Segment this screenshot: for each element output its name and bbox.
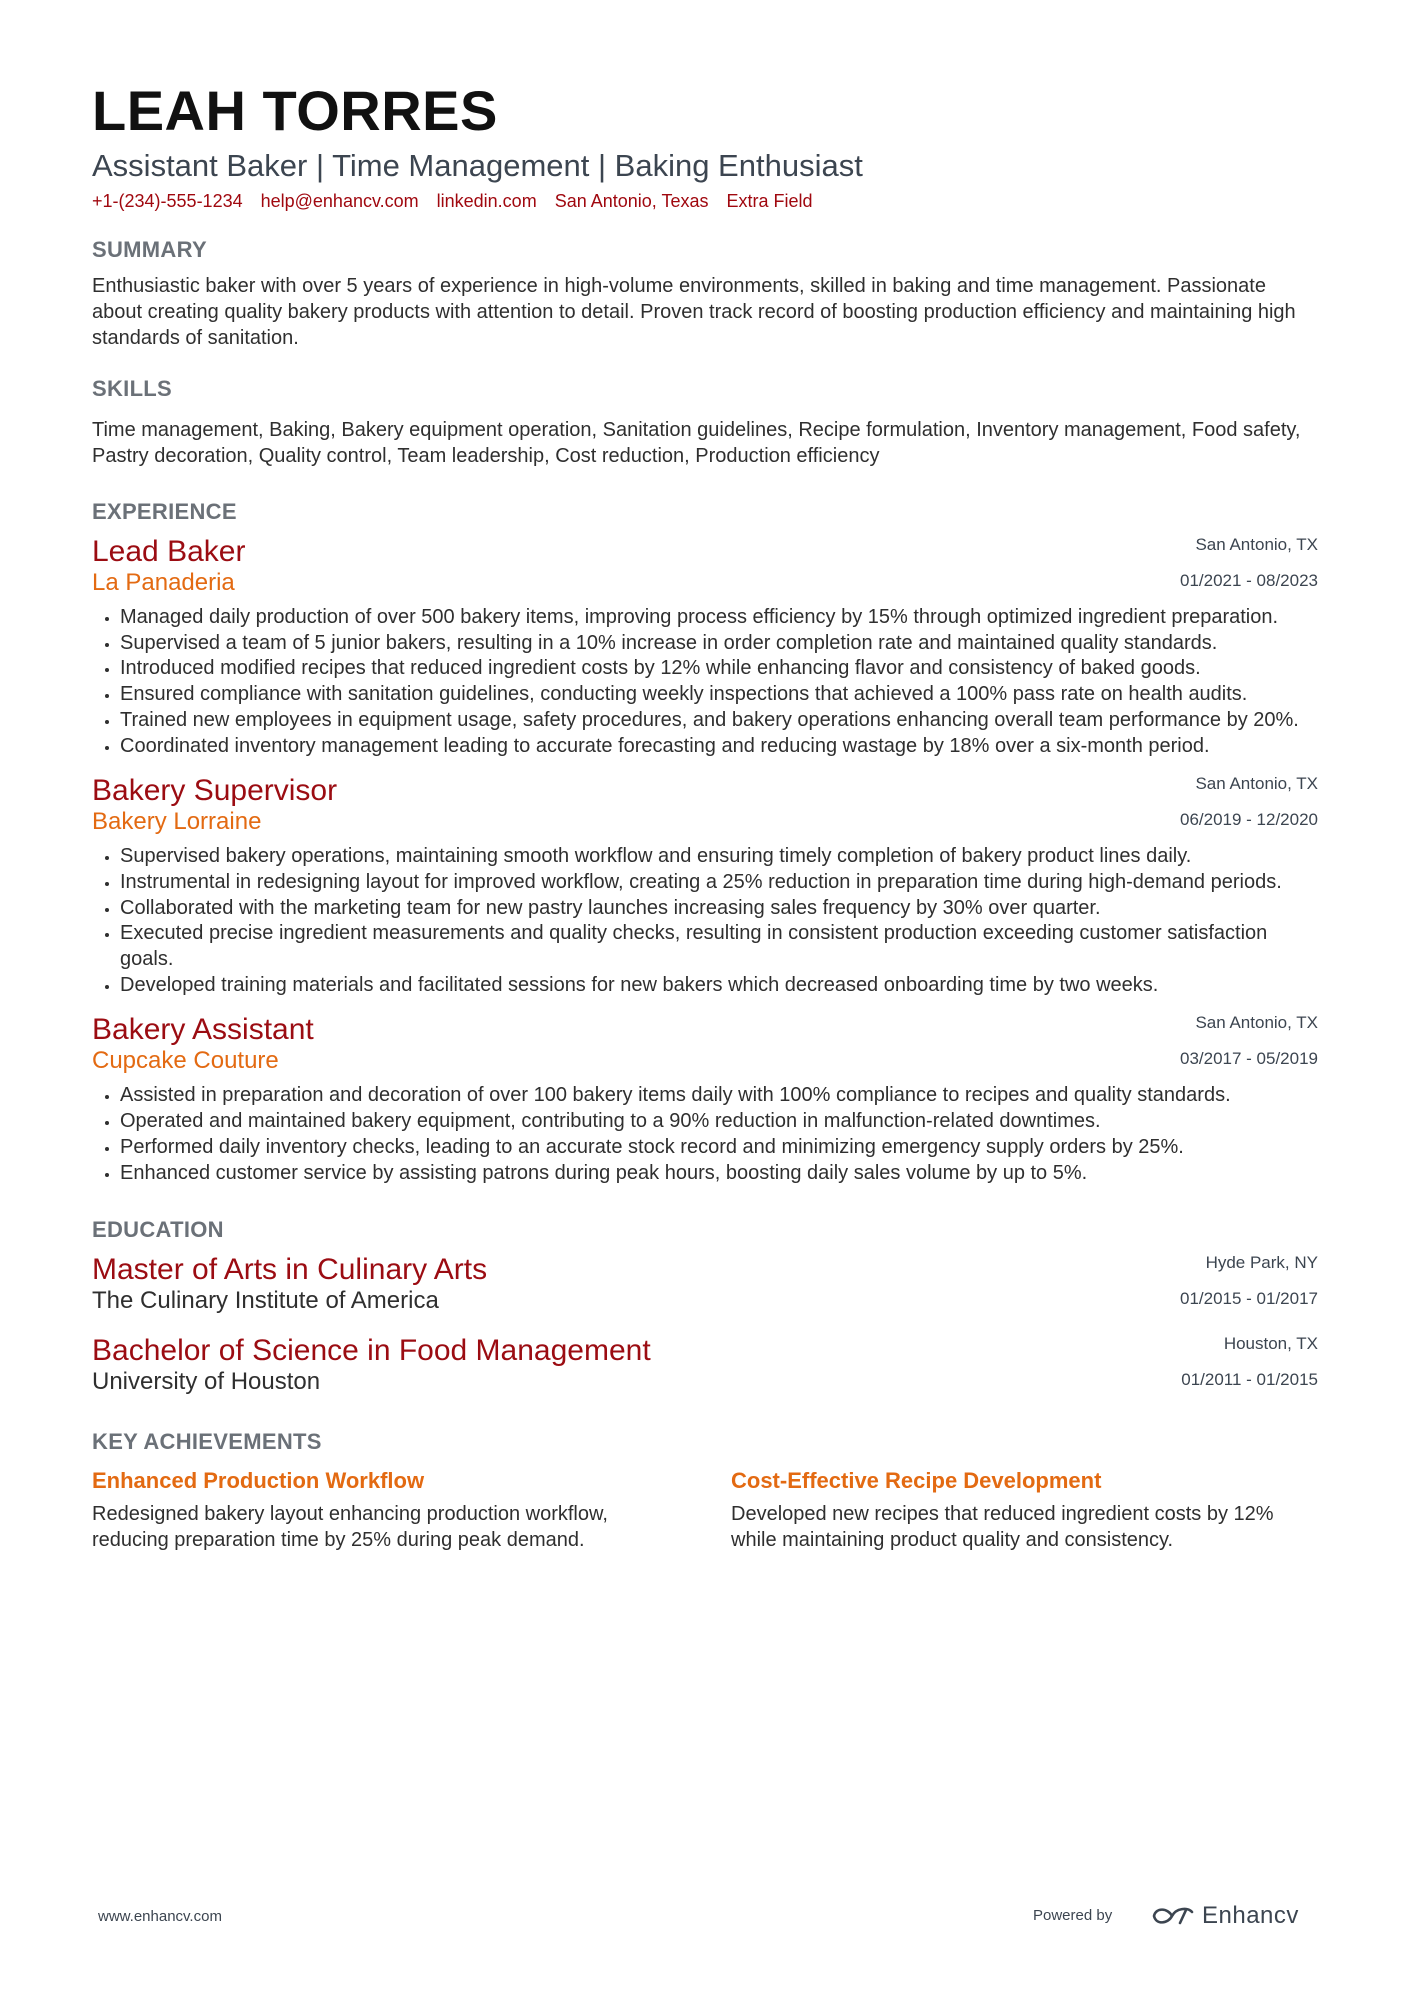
education-meta (1180, 1252, 1318, 1310)
job-bullet: • Trained new employees in equipment usage, safety procedures, and bakery operations enhancing overall team performance by 20%. (120, 708, 1318, 734)
job-entry (92, 773, 1318, 998)
job-bullet: • Managed daily production of over 500 bakery items, improving process efficiency by 15% through optimized ingredient preparation. (120, 605, 1318, 631)
achievement-item (731, 1467, 1318, 1553)
summary-text: Enthusiastic baker with over 5 years of experience in high-volume environments, skilled in baking and time management. Passionate about creating quality bakery products with attention to detail. Proven track record of boosting production efficiency and maintaining high standards of sanitation. (92, 275, 1296, 349)
job-bullets (92, 1083, 1318, 1186)
job-location: San Antonio, TX (1195, 1013, 1318, 1033)
job-dates: 01/2021 - 08/2023 (1179, 571, 1318, 590)
skills-heading: SKILLS (92, 376, 173, 401)
education-entry (92, 1252, 1318, 1316)
resume-header (92, 78, 1318, 213)
job-bullet: • Collaborated with the marketing team for new pastry launches increasing sales frequency by 30% over quarter. (120, 896, 1318, 922)
contact-email[interactable]: help@enhancv.com (260, 191, 419, 211)
enhancv-logo-text: Enhancv (1202, 1902, 1299, 1929)
job-meta (1180, 534, 1318, 592)
job-location: San Antonio, TX (1195, 774, 1318, 794)
education-heading: EDUCATION (92, 1217, 224, 1243)
job-bullet: • Coordinated inventory management leading to accurate forecasting and reducing wastage by 18% over a six-month period. (120, 734, 1318, 760)
footer-website-link[interactable]: www.enhancv.com (98, 1908, 222, 1925)
achievements-heading: KEY ACHIEVEMENTS (92, 1429, 322, 1455)
job-bullet: • Assisted in preparation and decoration of over 100 bakery items daily with 100% compliance to recipes and quality standards. (120, 1083, 1318, 1109)
education-section (92, 1216, 1318, 1397)
enhancv-logo[interactable] (1150, 1902, 1299, 1930)
achievements-list (92, 1467, 1318, 1553)
contact-linkedin[interactable]: linkedin.com (436, 191, 537, 211)
job-bullet: • Ensured compliance with sanitation guidelines, conducting weekly inspections that achieved a 100% pass rate on health audits. (120, 682, 1318, 708)
experience-section (92, 498, 1318, 1186)
job-company: La Panaderia (92, 569, 235, 596)
achievement-title: Enhanced Production Workflow (92, 1468, 425, 1494)
job-location: San Antonio, TX (1195, 535, 1318, 554)
job-bullet: • Operated and maintained bakery equipment, contributing to a 90% reduction in malfunction-related downtimes. (120, 1109, 1318, 1135)
candidate-headline: Assistant Baker | Time Management | Baking Enthusiast (92, 148, 863, 183)
education-degree: Bachelor of Science in Food Management (92, 1334, 651, 1368)
experience-heading: EXPERIENCE (92, 499, 237, 524)
skills-text: Time management, Baking, Bakery equipment operation, Sanitation guidelines, Recipe formulation, Inventory management, Food safety, Pastry decoration, Quality control, Team leadership, Cost reduction, Production efficiency (92, 419, 1301, 467)
job-company: Cupcake Couture (92, 1047, 279, 1075)
education-school: The Culinary Institute of America (92, 1287, 439, 1315)
job-meta (1180, 1012, 1318, 1070)
education-dates: 01/2015 - 01/2017 (1179, 1289, 1318, 1309)
contact-info (92, 189, 1318, 213)
summary-heading: SUMMARY (92, 237, 207, 262)
job-bullet: • Instrumental in redesigning layout for improved workflow, creating a 25% reduction in preparation time during high-demand periods. (120, 870, 1318, 896)
enhancv-logo-icon (1150, 1903, 1196, 1929)
skills-section (92, 375, 1318, 469)
job-entry (92, 1012, 1318, 1186)
job-dates: 06/2019 - 12/2020 (1179, 810, 1318, 830)
job-entry (92, 534, 1318, 759)
page-footer (0, 1902, 1410, 1934)
job-bullets (92, 844, 1318, 998)
achievements-section (92, 1428, 1318, 1553)
education-location: Houston, TX (1223, 1334, 1318, 1354)
footer-powered-by: Powered by (1033, 1907, 1113, 1924)
job-bullet: • Executed precise ingredient measurements and quality checks, resulting in consistent production exceeding customer satisfaction goals. (120, 921, 1318, 972)
education-meta (1181, 1333, 1318, 1391)
job-bullet: • Supervised bakery operations, maintaining smooth workflow and ensuring timely completion of bakery product lines daily. (120, 844, 1318, 870)
job-title: Bakery Assistant (92, 1013, 314, 1047)
job-dates: 03/2017 - 05/2019 (1179, 1049, 1318, 1069)
summary-section (92, 236, 1318, 351)
education-entry (92, 1333, 1318, 1397)
achievement-title: Cost-Effective Recipe Development (731, 1468, 1102, 1494)
education-dates: 01/2011 - 01/2015 (1181, 1370, 1318, 1390)
achievement-item (92, 1467, 679, 1553)
job-bullet: • Introduced modified recipes that reduced ingredient costs by 12% while enhancing flavor and consistency of baked goods. (120, 656, 1318, 682)
education-location: Hyde Park, NY (1205, 1253, 1318, 1273)
education-school: University of Houston (92, 1368, 321, 1396)
job-title: Lead Baker (92, 535, 246, 568)
contact-extra-field: Extra Field (726, 191, 813, 211)
contact-location: San Antonio, Texas (554, 191, 709, 211)
job-company: Bakery Lorraine (92, 808, 262, 836)
achievement-description: Redesigned bakery layout enhancing production workflow, reducing preparation time by 25% during peak demand. (92, 1503, 608, 1552)
job-bullet: • Supervised a team of 5 junior bakers, resulting in a 10% increase in order completion rate and maintained quality standards. (120, 631, 1318, 657)
job-bullet: • Enhanced customer service by assisting patrons during peak hours, boosting daily sales volume by up to 5%. (120, 1161, 1318, 1187)
achievement-description: Developed new recipes that reduced ingredient costs by 12% while maintaining product quality and consistency. (731, 1503, 1274, 1552)
job-meta (1180, 773, 1318, 831)
job-bullets (92, 605, 1318, 759)
job-bullet: • Developed training materials and facilitated sessions for new bakers which decreased onboarding time by two weeks. (120, 973, 1318, 999)
education-degree: Master of Arts in Culinary Arts (92, 1253, 488, 1287)
job-bullet: • Performed daily inventory checks, leading to an accurate stock record and minimizing emergency supply orders by 25%. (120, 1135, 1318, 1161)
candidate-name: LEAH TORRES (92, 79, 498, 142)
contact-phone[interactable]: +1-(234)-555-1234 (92, 191, 243, 211)
job-title: Bakery Supervisor (92, 774, 338, 808)
